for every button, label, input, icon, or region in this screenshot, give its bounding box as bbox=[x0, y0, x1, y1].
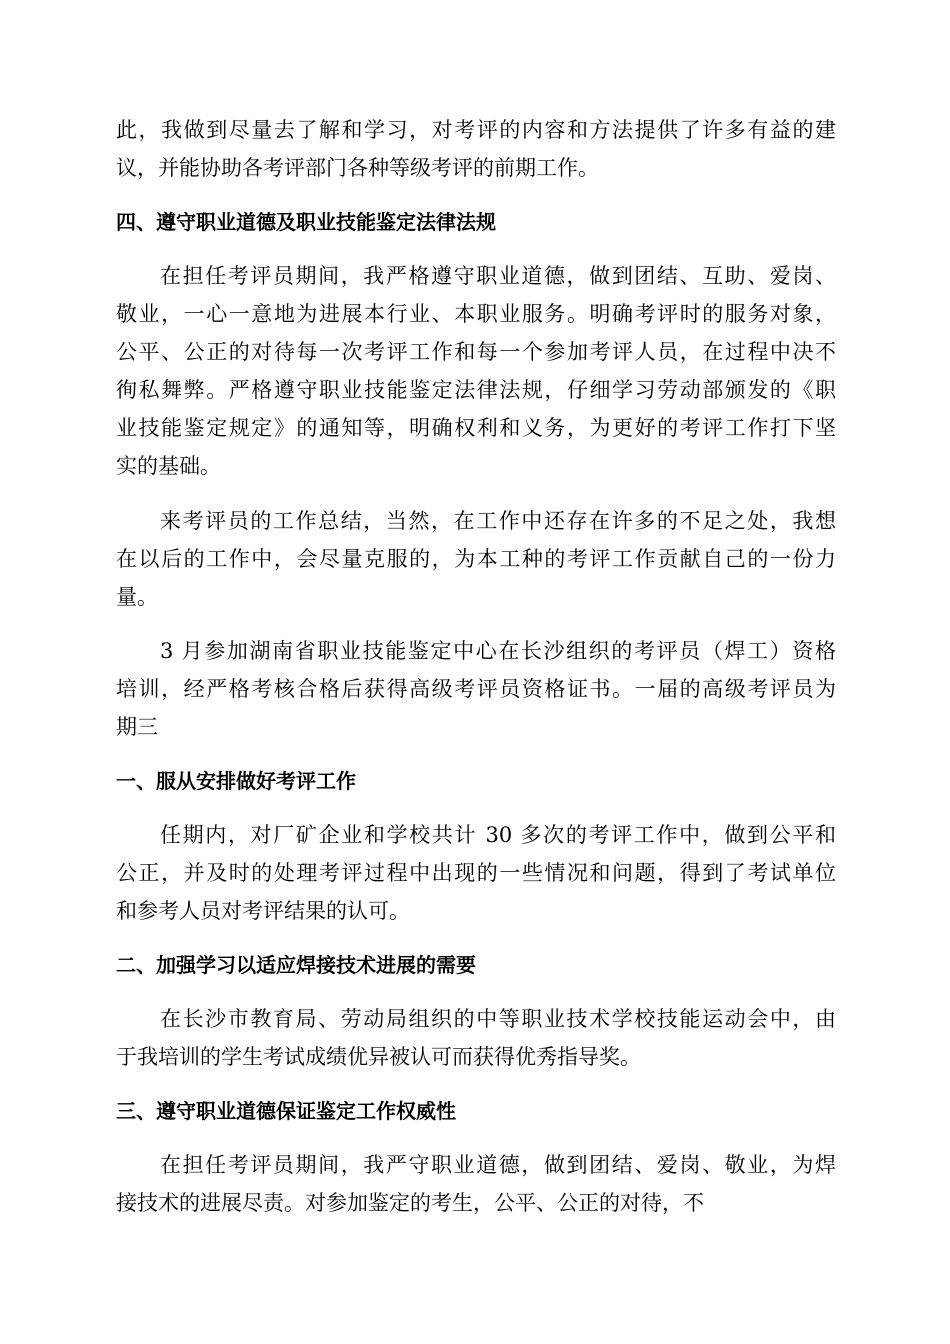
paragraph-line: 在担任考评员期间，我严守职业道德，做到团结、爱岗、敬业，为焊 bbox=[160, 1153, 836, 1177]
paragraph-line: 实的基础。 bbox=[116, 454, 221, 478]
section-heading: 一、服从安排做好考评工作 bbox=[116, 769, 356, 793]
paragraph-line: 业技能鉴定规定》的通知等，明确权利和义务，为更好的考评工作打下坚 bbox=[116, 416, 836, 440]
paragraph-line: 在担任考评员期间，我严格遵守职业道德，做到团结、互助、爱岗、 bbox=[160, 264, 836, 288]
paragraph-line: 在以后的工作中，会尽量克服的，为本工种的考评工作贡献自己的一份力 bbox=[116, 547, 836, 571]
paragraph-line: 于我培训的学生考试成绩优异被认可而获得优秀指导奖。 bbox=[116, 1045, 641, 1069]
paragraph-line: 公平、公正的对待每一次考评工作和每一个参加考评人员，在过程中决不 bbox=[116, 340, 836, 364]
section-heading: 二、加强学习以适应焊接技术进展的需要 bbox=[116, 953, 476, 977]
paragraph-line: 公正，并及时的处理考评过程中出现的一些情况和问题，得到了考试单位 bbox=[116, 861, 836, 885]
paragraph-line: 敬业，一心一意地为进展本行业、本职业服务。明确考评时的服务对象， bbox=[116, 302, 836, 326]
section-heading: 三、遵守职业道德保证鉴定工作权威性 bbox=[116, 1099, 456, 1123]
paragraph-line: 来考评员的工作总结，当然，在工作中还存在许多的不足之处，我想 bbox=[160, 509, 836, 533]
paragraph-line: 期三 bbox=[116, 715, 158, 739]
paragraph-line: 此，我做到尽量去了解和学习，对考评的内容和方法提供了许多有益的建 bbox=[116, 118, 836, 142]
paragraph-line: 在长沙市教育局、劳动局组织的中等职业技术学校技能运动会中，由 bbox=[160, 1007, 836, 1031]
paragraph-line: 量。 bbox=[116, 585, 158, 609]
paragraph-line: 任期内，对厂矿企业和学校共计 30 多次的考评工作中，做到公平和 bbox=[160, 823, 836, 847]
paragraph-line: 和参考人员对考评结果的认可。 bbox=[116, 899, 410, 923]
paragraph-line: 徇私舞弊。严格遵守职业技能鉴定法律法规，仔细学习劳动部颁发的《职 bbox=[116, 378, 836, 402]
paragraph-line: 接技术的进展尽责。对参加鉴定的考生，公平、公正的对待，不 bbox=[116, 1191, 704, 1215]
section-heading: 四、遵守职业道德及职业技能鉴定法律法规 bbox=[116, 210, 496, 234]
paragraph-line: 培训，经严格考核合格后获得高级考评员资格证书。一届的高级考评员为 bbox=[116, 677, 836, 701]
paragraph-line: 议，并能协助各考评部门各种等级考评的前期工作。 bbox=[116, 156, 599, 180]
paragraph-line: 3 月参加湖南省职业技能鉴定中心在长沙组织的考评员（焊工）资格 bbox=[160, 639, 836, 663]
